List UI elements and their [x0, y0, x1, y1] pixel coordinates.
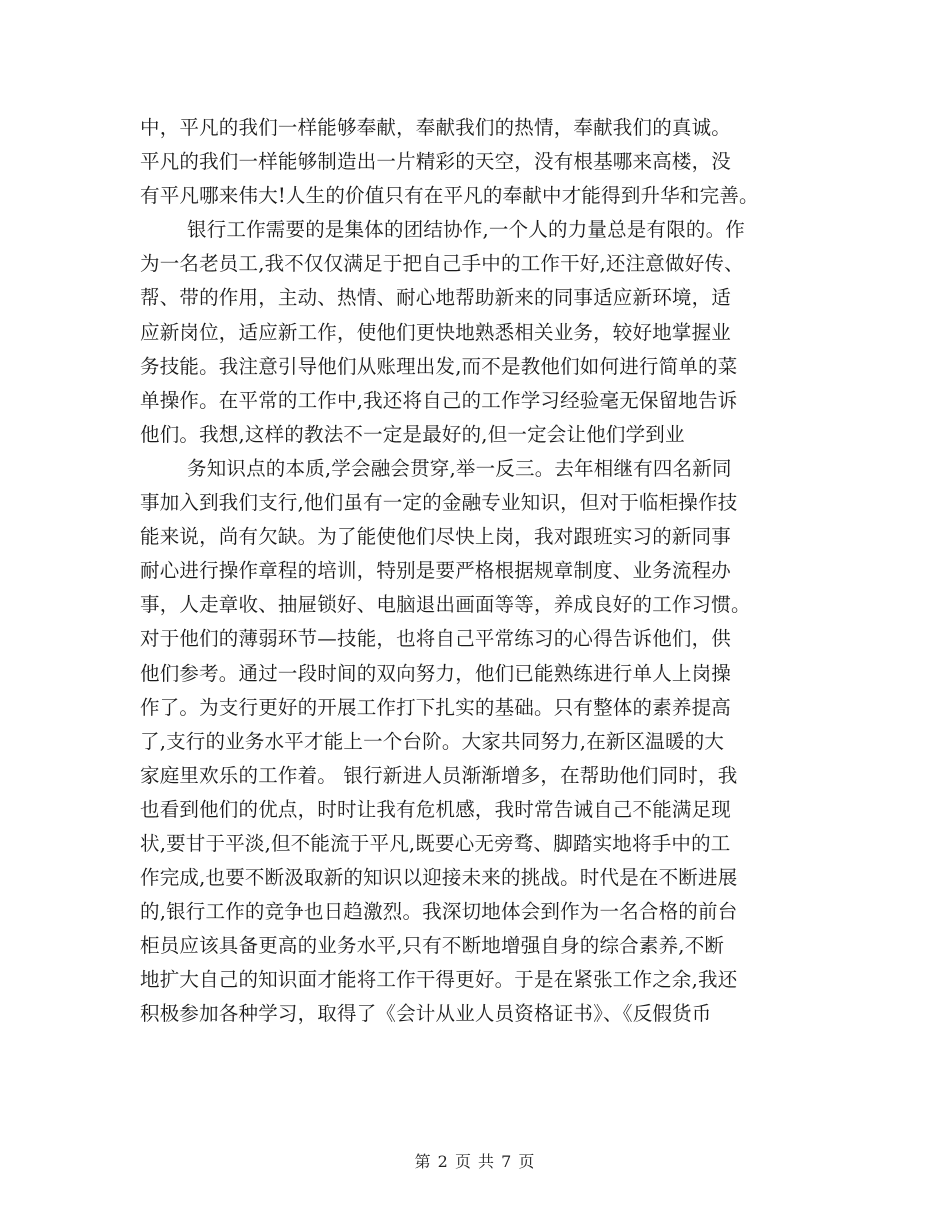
text-line: 平凡的我们一样能够制造出一片精彩的天空，没有根基哪来高楼，没	[140, 150, 732, 174]
text-line: 了,支行的业务水平才能上一个台阶。大家共同努力,在新区温暖的大	[140, 729, 725, 753]
text-line: 有平凡哪来伟大!人生的价值只有在平凡的奉献中才能得到升华和完善。	[140, 184, 759, 208]
text-line: 地扩大自己的知识面才能将工作干得更好。于是在紧张工作之余,我还	[140, 968, 738, 992]
text-line: 的,银行工作的竞争也日趋激烈。我深切地体会到作为一名合格的前台	[140, 900, 738, 924]
body-text	[140, 111, 830, 1032]
page-footer: 第 2 页 共 7 页	[414, 1152, 536, 1171]
text-line: 务技能。我注意引导他们从账理出发,而不是教他们如何进行简单的菜	[140, 354, 738, 378]
text-line: 作了。为支行更好的开展工作打下扎实的基础。只有整体的素养提高	[140, 695, 732, 719]
text-line: 务知识点的本质,学会融会贯穿,举一反三。去年相继有四名新同	[187, 456, 732, 480]
text-line: 单操作。在平常的工作中,我还将自己的工作学习经验毫无保留地告诉	[140, 388, 738, 412]
text-line: 他们参考。通过一段时间的双向努力，他们已能熟练进行单人上岗操	[140, 661, 732, 685]
text-line: 应新岗位，适应新工作，使他们更快地熟悉相关业务，较好地掌握业	[140, 320, 732, 344]
text-line: 帮、带的作用，主动、热情、耐心地帮助新来的同事适应新环境，适	[140, 286, 732, 310]
text-line: 中，平凡的我们一样能够奉献，奉献我们的热情，奉献我们的真诚。	[140, 116, 732, 139]
text-line: 状,要甘于平淡,但不能流于平凡,既要心无旁骛、脚踏实地将手中的工	[140, 831, 731, 855]
text-line: 柜员应该具备更高的业务水平,只有不断地增强自身的综合素养,不断	[140, 934, 725, 958]
text-line: 事加入到我们支行,他们虽有一定的金融专业知识，但对于临柜操作技	[140, 491, 738, 515]
text-line: 积极参加各种学习，取得了《会计从业人员资格证书》、《反假货币	[140, 1002, 712, 1026]
text-line: 作完成,也要不断汲取新的知识以迎接未来的挑战。时代是在不断进展	[140, 866, 738, 890]
text-line: 事，人走章收、抽屉锁好、电脑退出画面等等，养成良好的工作习惯。	[140, 593, 751, 617]
text-line: 他们。我想,这样的教法不一定是最好的,但一定会让他们学到业	[140, 422, 685, 446]
text-line: 银行工作需要的是集体的团结协作,一个人的力量总是有限的。作	[187, 218, 745, 242]
text-line: 对于他们的薄弱环节—技能，也将自己平常练习的心得告诉他们，供	[140, 627, 732, 651]
text-line: 为一名老员工,我不仅仅满足于把自己手中的工作干好,还注意做好传、	[140, 252, 744, 276]
text-line: 也看到他们的优点，时时让我有危机感，我时常告诫自己不能满足现	[140, 797, 732, 821]
text-line: 耐心进行操作章程的培训，特别是要严格根据规章制度、业务流程办	[140, 559, 732, 583]
text-line: 能来说，尚有欠缺。为了能使他们尽快上岗，我对跟班实习的新同事	[140, 525, 732, 549]
text-line: 家庭里欢乐的工作着。 银行新进人员渐渐增多，在帮助他们同时，我	[140, 763, 738, 787]
